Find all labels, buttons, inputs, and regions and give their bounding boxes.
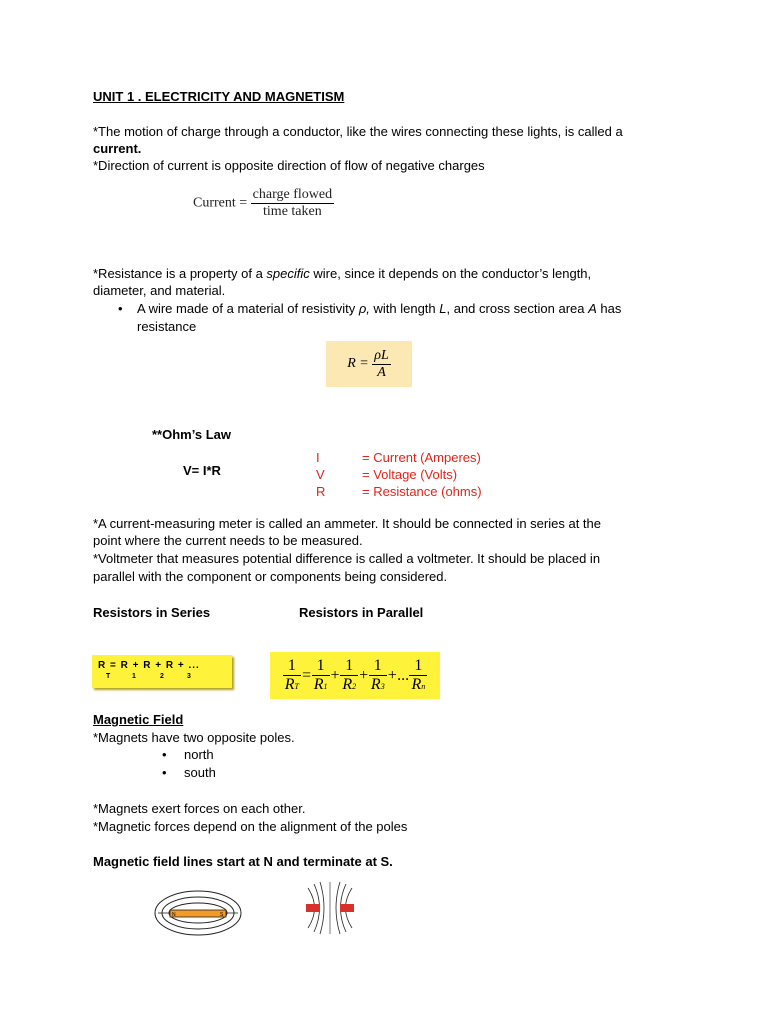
current-def-line1: *The motion of charge through a conductor, like the wires connecting these lights, is called a: [93, 124, 623, 139]
bullet-L: L: [439, 301, 447, 316]
parallel-sub-3: 3: [380, 682, 385, 691]
opposing-magnets-field-diagram: [304, 880, 356, 936]
ohms-legend-symbol-1: V: [316, 467, 325, 482]
resistance-line1: [93, 265, 591, 282]
parallel-plus-1: +: [329, 666, 341, 684]
current-formula-numerator: charge flowed: [252, 187, 333, 202]
bullet-text-a: A wire made of a material of resistivity: [137, 301, 359, 316]
parallel-sub-1: 1: [323, 682, 328, 691]
current-formula-fraction: [251, 187, 334, 220]
current-formula-lhs: Current =: [193, 195, 248, 211]
parallel-heading: Resistors in Parallel: [299, 605, 424, 620]
ohms-legend-desc-1: = Voltage (Volts): [362, 467, 458, 482]
magnetic-line2: *Magnets exert forces on each other.: [93, 801, 306, 816]
current-def-line2: current.: [93, 141, 142, 156]
resistance-formula-denominator: A: [377, 364, 386, 380]
current-def-line3: *Direction of current is opposite direction of flow of negative charges: [93, 158, 485, 173]
svg-text:N: N: [172, 912, 176, 918]
parallel-term-1: R: [313, 676, 324, 693]
parallel-one-2: 1: [340, 657, 358, 676]
resistance-bullet: [137, 300, 621, 317]
series-sub-2: 2: [160, 673, 164, 680]
parallel-term-2: R: [342, 676, 353, 693]
parallel-sub-0: T: [294, 682, 299, 691]
meters-line3: *Voltmeter that measures potential difference is called a voltmeter. It should be placed in: [93, 551, 601, 566]
pole-bullet-0: •: [162, 747, 167, 762]
series-sub-1: 1: [132, 673, 136, 680]
parallel-frac-1: [312, 657, 330, 694]
resistance-formula-fraction: [372, 348, 391, 381]
series-heading: Resistors in Series: [93, 605, 211, 620]
ohms-law-equation: V= I*R: [183, 463, 221, 478]
parallel-sub-4: n: [421, 682, 426, 691]
bar-magnet-field-diagram: [153, 888, 243, 938]
ohms-legend-symbol-2: R: [316, 484, 326, 499]
parallel-one-4: 1: [409, 657, 427, 676]
series-sub-0: T: [106, 673, 111, 680]
parallel-frac-2: [340, 657, 358, 694]
pole-north: north: [184, 747, 214, 762]
parallel-one-1: 1: [312, 657, 330, 676]
bullet-A: A: [588, 301, 597, 316]
magnetic-line1: *Magnets have two opposite poles.: [93, 730, 295, 745]
resistance-formula-numerator: ρL: [374, 347, 389, 363]
parallel-one-3: 1: [369, 657, 387, 676]
series-formula: R = R + R + R + ...: [98, 660, 200, 671]
magnetic-line3: *Magnetic forces depend on the alignment of the poles: [93, 819, 408, 834]
parallel-equals: =: [300, 666, 312, 684]
resistance-bullet-dot: •: [118, 301, 123, 316]
ohms-legend-desc-0: = Current (Amperes): [362, 450, 481, 465]
resistance-line1-post: wire, since it depends on the conductor’s length,: [309, 266, 592, 281]
bullet-text-c: , and cross section area: [446, 301, 589, 316]
field-lines-statement: Magnetic field lines start at N and terminate at S.: [93, 854, 393, 869]
current-formula-denominator: time taken: [263, 204, 322, 219]
resistance-bullet-line2: resistance: [137, 319, 197, 334]
meters-line4: parallel with the component or components being considered.: [93, 569, 448, 584]
parallel-plus-2: +: [358, 666, 369, 684]
meters-line1: *A current-measuring meter is called an ammeter. It should be connected in series at the: [93, 516, 601, 531]
page-title: UNIT 1 . ELECTRICITY AND MAGNETISM: [93, 89, 345, 104]
parallel-frac-4: [409, 657, 427, 694]
ohms-legend-symbol-0: I: [316, 450, 320, 465]
series-formula-box: [92, 655, 232, 688]
meters-line2: point where the current needs to be measured.: [93, 533, 363, 548]
pole-south: south: [184, 765, 216, 780]
series-sub-3: 3: [187, 673, 191, 680]
parallel-one-0: 1: [283, 657, 301, 676]
magnetic-heading: Magnetic Field: [93, 712, 184, 727]
parallel-term-0: R: [284, 676, 295, 693]
parallel-term-4: R: [411, 676, 422, 693]
resistance-formula-lhs: R =: [347, 356, 369, 371]
parallel-frac-3: [369, 657, 387, 694]
parallel-frac-0: [283, 657, 301, 694]
svg-text:S: S: [220, 912, 224, 918]
parallel-plus-dots: +...: [386, 666, 410, 684]
ohms-legend-desc-2: = Resistance (ohms): [362, 484, 482, 499]
bullet-text-b: with length: [369, 301, 440, 316]
current-formula: [193, 187, 334, 220]
ohms-law-heading: **Ohm’s Law: [152, 427, 231, 442]
pole-bullet-1: •: [162, 765, 167, 780]
resistance-line1-pre: *Resistance is a property of a: [93, 266, 267, 281]
parallel-formula-box: [270, 652, 440, 699]
bullet-text-d: has: [596, 301, 622, 316]
resistance-line2: diameter, and material.: [93, 283, 226, 298]
parallel-sub-2: 2: [352, 682, 357, 691]
resistance-formula: [326, 341, 412, 387]
resistance-line1-em: specific: [266, 266, 310, 281]
parallel-term-3: R: [370, 676, 381, 693]
bullet-rho: ρ,: [358, 301, 370, 316]
